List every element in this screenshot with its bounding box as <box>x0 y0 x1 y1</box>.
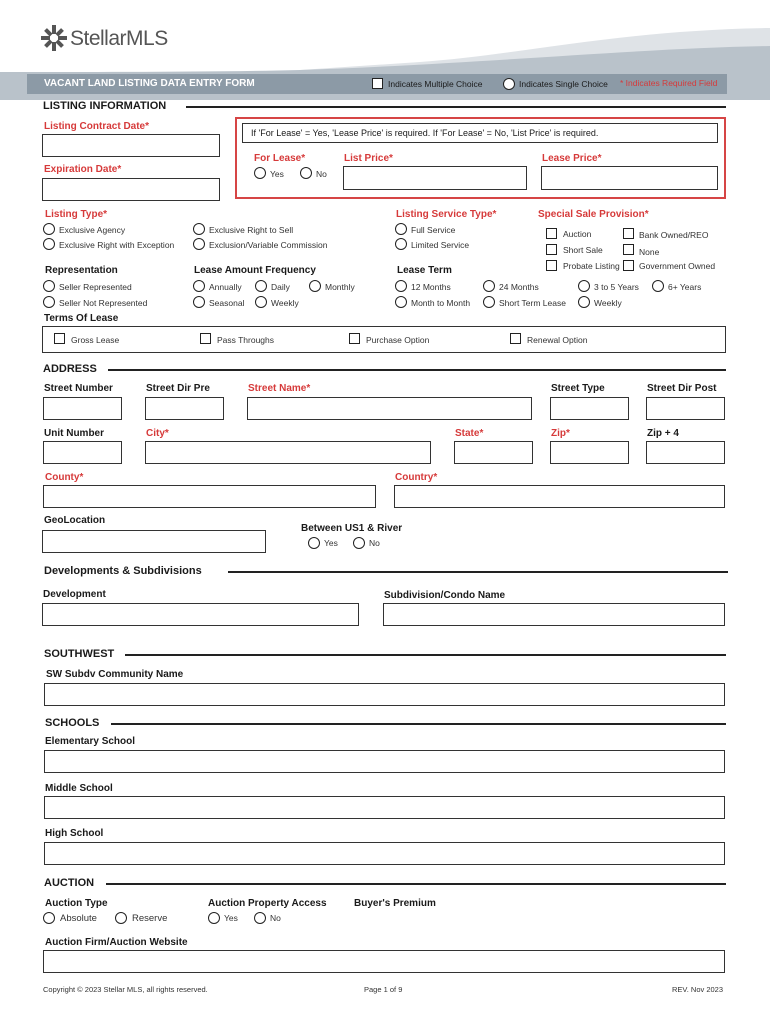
lease-frequency-option: Daily <box>271 282 290 292</box>
footer-copyright: Copyright © 2023 Stellar MLS, all rights reserved. <box>43 985 208 994</box>
street-type-field[interactable] <box>550 397 629 420</box>
auction-access-yes-label: Yes <box>224 913 238 923</box>
special-sale-option: Auction <box>563 229 592 239</box>
special-sale-option: Probate Listing <box>563 261 620 271</box>
lease-note: If 'For Lease' = Yes, 'Lease Price' is required. If 'For Lease' = No, 'List Price' is required. <box>251 128 599 138</box>
listing-type-radio[interactable] <box>193 238 205 250</box>
service-type-option: Limited Service <box>411 240 470 250</box>
lease-term-radio[interactable] <box>395 280 407 292</box>
street-name-field[interactable] <box>247 397 532 420</box>
contract-date-field[interactable] <box>42 134 220 157</box>
terms-of-lease-option: Gross Lease <box>71 335 120 345</box>
label-city: City* <box>146 428 169 439</box>
label-auction-type: Auction Type <box>45 898 108 909</box>
lease-frequency-option: Seasonal <box>209 298 245 308</box>
special-sale-checkbox[interactable] <box>546 244 557 255</box>
label-middle: Middle School <box>45 783 113 794</box>
unit-number-field[interactable] <box>43 441 122 464</box>
legend-radio-icon <box>503 78 515 90</box>
terms-of-lease-checkbox[interactable] <box>510 333 521 344</box>
listing-type-radio[interactable] <box>43 223 55 235</box>
middle-school-field[interactable] <box>44 796 725 819</box>
lease-term-radio[interactable] <box>652 280 664 292</box>
special-sale-option: None <box>639 247 660 257</box>
expiration-date-field[interactable] <box>42 178 220 201</box>
for-lease-yes-radio[interactable] <box>254 167 266 179</box>
subdivision-field[interactable] <box>383 603 725 626</box>
geolocation-field[interactable] <box>42 530 266 553</box>
elementary-school-field[interactable] <box>44 750 725 773</box>
state-field[interactable] <box>454 441 533 464</box>
lease-term-radio[interactable] <box>395 296 407 308</box>
lease-frequency-option: Monthly <box>325 282 355 292</box>
label-between-us1-river: Between US1 & River <box>301 523 403 534</box>
label-special-sale: Special Sale Provision* <box>538 209 649 220</box>
special-sale-option: Bank Owned/REO <box>639 230 709 240</box>
service-type-radio[interactable] <box>395 238 407 250</box>
terms-of-lease-checkbox[interactable] <box>200 333 211 344</box>
divider <box>106 883 726 885</box>
special-sale-checkbox[interactable] <box>546 260 557 271</box>
auction-firm-field[interactable] <box>43 950 725 973</box>
lease-frequency-radio[interactable] <box>309 280 321 292</box>
lease-term-option: Short Term Lease <box>499 298 566 308</box>
auction-access-no-radio[interactable] <box>254 912 266 924</box>
service-type-radio[interactable] <box>395 223 407 235</box>
listing-type-option: Exclusive Right to Sell <box>209 225 294 235</box>
legend-checkbox-icon <box>372 78 383 89</box>
high-school-field[interactable] <box>44 842 725 865</box>
representation-option: Seller Represented <box>59 282 132 292</box>
label-terms-of-lease: Terms Of Lease <box>44 313 119 324</box>
divider <box>111 723 726 725</box>
lease-term-radio[interactable] <box>483 296 495 308</box>
label-lease-price: Lease Price* <box>542 153 602 164</box>
listing-type-radio[interactable] <box>193 223 205 235</box>
label-buyers-premium: Buyer's Premium <box>354 898 436 909</box>
footer-page: Page 1 of 9 <box>364 985 403 994</box>
street-dir-pre-field[interactable] <box>145 397 224 420</box>
listing-type-option: Exclusion/Variable Commission <box>209 240 328 250</box>
lease-frequency-option: Weekly <box>271 298 299 308</box>
stellar-star-icon <box>40 24 68 52</box>
label-lease-term: Lease Term <box>397 265 452 276</box>
label-representation: Representation <box>45 265 118 276</box>
special-sale-option: Government Owned <box>639 261 716 271</box>
lease-term-option: 3 to 5 Years <box>594 282 639 292</box>
terms-of-lease-option: Renewal Option <box>527 335 588 345</box>
label-sw-community: SW Subdv Community Name <box>46 669 184 680</box>
between-yes-radio[interactable] <box>308 537 320 549</box>
representation-radio[interactable] <box>43 280 55 292</box>
list-price-field[interactable] <box>343 166 527 190</box>
representation-option: Seller Not Represented <box>59 298 148 308</box>
auction-reserve-label: Reserve <box>132 913 168 924</box>
footer-rev: REV. Nov 2023 <box>672 985 724 994</box>
label-zip4: Zip + 4 <box>647 428 679 439</box>
lease-frequency-radio[interactable] <box>255 296 267 308</box>
lease-term-option: 12 Months <box>411 282 451 292</box>
for-lease-no-radio[interactable] <box>300 167 312 179</box>
terms-of-lease-option: Purchase Option <box>366 335 430 345</box>
form-title: VACANT LAND LISTING DATA ENTRY FORM <box>44 78 255 89</box>
lease-frequency-radio[interactable] <box>193 296 205 308</box>
label-elementary: Elementary School <box>45 736 136 747</box>
section-southwest: SOUTHWEST <box>44 648 115 660</box>
label-zip: Zip* <box>551 428 570 439</box>
label-country: Country* <box>395 472 438 483</box>
county-field[interactable] <box>43 485 376 508</box>
listing-type-radio[interactable] <box>43 238 55 250</box>
lease-term-radio[interactable] <box>578 280 590 292</box>
label-contract-date: Listing Contract Date* <box>44 121 150 132</box>
auction-access-yes-radio[interactable] <box>208 912 220 924</box>
between-yes-label: Yes <box>324 538 338 548</box>
lease-term-option: Weekly <box>594 298 622 308</box>
zip4-field[interactable] <box>646 441 725 464</box>
auction-absolute-label: Absolute <box>60 913 97 924</box>
divider <box>228 571 728 573</box>
lease-price-field[interactable] <box>541 166 718 190</box>
label-unit-number: Unit Number <box>44 428 104 439</box>
label-geolocation: GeoLocation <box>44 515 106 526</box>
legend-multiple: Indicates Multiple Choice <box>388 79 483 89</box>
label-street-number: Street Number <box>44 383 113 394</box>
lease-frequency-radio[interactable] <box>193 280 205 292</box>
lease-term-option: 24 Months <box>499 282 539 292</box>
divider <box>125 654 726 656</box>
legend-single: Indicates Single Choice <box>519 79 608 89</box>
divider <box>108 369 726 371</box>
lease-term-option: 6+ Years <box>668 282 702 292</box>
label-expiration-date: Expiration Date* <box>44 164 122 175</box>
terms-of-lease-option: Pass Throughs <box>217 335 275 345</box>
development-field[interactable] <box>42 603 359 626</box>
label-list-price: List Price* <box>344 153 393 164</box>
for-lease-yes-label: Yes <box>270 169 284 179</box>
label-state: State* <box>455 428 484 439</box>
lease-term-radio[interactable] <box>578 296 590 308</box>
street-number-field[interactable] <box>43 397 122 420</box>
label-lease-frequency: Lease Amount Frequency <box>194 265 316 276</box>
label-service-type: Listing Service Type* <box>396 209 497 220</box>
representation-radio[interactable] <box>43 296 55 308</box>
label-street-dir-post: Street Dir Post <box>647 383 717 394</box>
label-development: Development <box>43 589 106 600</box>
label-for-lease: For Lease* <box>254 153 306 164</box>
label-auction-access: Auction Property Access <box>208 898 327 909</box>
label-street-name: Street Name* <box>248 383 311 394</box>
between-no-radio[interactable] <box>353 537 365 549</box>
label-listing-type: Listing Type* <box>45 209 108 220</box>
for-lease-no-label: No <box>316 169 327 179</box>
label-high: High School <box>45 828 104 839</box>
special-sale-checkbox[interactable] <box>623 260 634 271</box>
auction-absolute-radio[interactable] <box>43 912 55 924</box>
legend-required: * Indicates Required Field <box>620 78 718 88</box>
street-dir-post-field[interactable] <box>646 397 725 420</box>
auction-access-no-label: No <box>270 913 281 923</box>
city-field[interactable] <box>145 441 431 464</box>
label-auction-firm: Auction Firm/Auction Website <box>45 937 188 948</box>
listing-type-option: Exclusive Right with Exception <box>59 240 175 250</box>
special-sale-checkbox[interactable] <box>546 228 557 239</box>
special-sale-checkbox[interactable] <box>623 228 634 239</box>
logo-text: StellarMLS <box>70 27 168 50</box>
terms-of-lease-checkbox[interactable] <box>349 333 360 344</box>
section-auction: AUCTION <box>44 877 95 889</box>
section-developments: Developments & Subdivisions <box>44 565 202 577</box>
label-subdivision: Subdivision/Condo Name <box>384 590 506 601</box>
section-listing: LISTING INFORMATION <box>43 100 167 112</box>
lease-term-radio[interactable] <box>483 280 495 292</box>
divider <box>186 106 726 108</box>
label-street-dir-pre: Street Dir Pre <box>146 383 210 394</box>
section-schools: SCHOOLS <box>45 717 100 729</box>
lease-term-option: Month to Month <box>411 298 471 308</box>
country-field[interactable] <box>394 485 725 508</box>
service-type-option: Full Service <box>411 225 456 235</box>
auction-reserve-radio[interactable] <box>115 912 127 924</box>
label-street-type: Street Type <box>551 383 605 394</box>
lease-frequency-option: Annually <box>209 282 242 292</box>
terms-of-lease-checkbox[interactable] <box>54 333 65 344</box>
section-address: ADDRESS <box>43 363 97 375</box>
zip-field[interactable] <box>550 441 629 464</box>
between-no-label: No <box>369 538 380 548</box>
lease-frequency-radio[interactable] <box>255 280 267 292</box>
label-county: County* <box>45 472 84 483</box>
special-sale-option: Short Sale <box>563 245 603 255</box>
listing-type-option: Exclusive Agency <box>59 225 126 235</box>
sw-community-field[interactable] <box>44 683 725 706</box>
special-sale-checkbox[interactable] <box>623 244 634 255</box>
